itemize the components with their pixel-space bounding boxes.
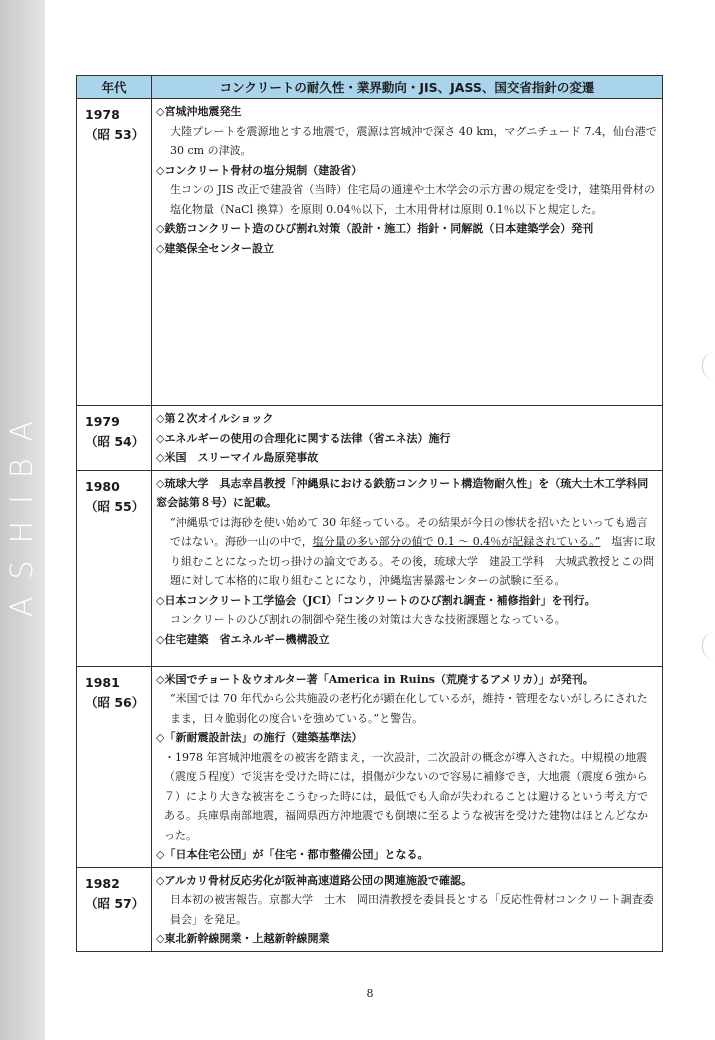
event-heading: ◇エネルギーの使用の合理化に関する法律（省エネ法）施行 — [156, 431, 451, 445]
event-heading: ◇米国 スリーマイル島原発事故 — [156, 451, 319, 464]
year-cell — [77, 99, 152, 406]
year: 1979 — [85, 414, 120, 429]
event-cell — [152, 666, 663, 867]
event-heading: ◇宮城沖地震発生 — [156, 105, 242, 118]
event-cell — [152, 406, 663, 471]
era: （昭 57） — [85, 895, 145, 911]
event-heading: ◇住宅建築 省エネルギー機構設立 — [156, 632, 330, 646]
table-row — [77, 470, 663, 666]
page-number: 8 — [366, 987, 374, 1000]
event-heading: ◇「日本住宅公団」が「住宅・都市整備公団」となる。 — [156, 848, 429, 861]
timeline-table — [76, 75, 663, 952]
description-text: 塩害に取り組むことになった切っ掛けの論文である。その後，琉球大学 建設工学科 大城武教授とこの問題に対して本格的に取り組むことになり，沖縄塩害暴露センターの試験に至る。 — [170, 535, 656, 587]
year-cell — [77, 666, 152, 867]
event-note: ・1978 年宮城沖地震をの被害を踏まえ，一次設計，二次設計の概念が導入された。中規模の地震（震度５程度）で災害を受けた時には，損傷が少ないので容易に補修でき，大地震（震度６強から７）により大きな被害をこうむった時には，最低でも人命が失われることは避けるという考え方である。兵庫県南部地震，福岡県西方沖地震でも倒壊に至るような被害を受けた建物はほとんどなかった。 — [164, 750, 648, 842]
event-heading: ◇「新耐震設計法」の施行（建築基準法） — [156, 731, 363, 744]
event-heading: ◇コンクリート骨材の塩分規制（建設省） — [156, 163, 363, 177]
year-cell — [77, 470, 152, 666]
table-row — [77, 99, 663, 406]
table-row — [77, 666, 663, 867]
event-heading: ◇東北新幹線開業・上越新幹線開業 — [156, 932, 330, 945]
header-year: 年代 — [77, 76, 152, 99]
binder-hole-mark — [702, 352, 715, 380]
event-description: “米国では 70 年代から公共施設の老朽化が顕在化しているが，維持・管理をないがしろにされたまま，日々脆弱化の度合いを強めている。”と警告。 — [170, 692, 648, 725]
event-cell — [152, 99, 663, 406]
event-description: 日本初の被害報告。京都大学 土木 岡田清教授を委員長とする「反応性骨材コンクリート調査委員会」を発足。 — [170, 893, 654, 926]
table-header-row — [77, 76, 663, 99]
era: （昭 56） — [85, 694, 145, 710]
side-label: ASHIBA — [5, 403, 41, 617]
event-heading: ◇日本コンクリート工学協会（JCI）「コンクリートのひび割れ調査・補修指針」を刊行。 — [156, 593, 596, 607]
year: 1981 — [85, 674, 120, 690]
era: （昭 55） — [85, 498, 145, 514]
era: （昭 53） — [85, 127, 145, 142]
event-description: コンクリートのひび割れの制御や発生後の対策は大きな技術課題となっている。 — [170, 613, 566, 626]
binder-hole-mark — [702, 632, 715, 660]
year: 1982 — [85, 875, 120, 891]
event-heading: ◇第２次オイルショック — [156, 412, 274, 425]
event-description: 大陸プレートを震源地とする地震で，震源は宮城沖で深さ 40 km，マグニチュード 7.4，仙台港で 30 cm の津波。 — [170, 124, 657, 157]
event-description — [156, 513, 658, 591]
year-cell — [77, 867, 152, 951]
event-heading: ◇琉球大学 具志幸昌教授「沖縄県における鉄筋コンクリート構造物耐久性」を（琉大土木工学科同窓会誌第８号）に記載。 — [156, 476, 649, 509]
header-topic: コンクリートの耐久性・業界動向・JIS、JASS、国交省指針の変遷 — [152, 76, 663, 99]
era: （昭 54） — [85, 434, 145, 449]
year: 1980 — [85, 478, 120, 494]
event-description: 生コンの JIS 改正で建設省（当時）住宅局の通達や土木学会の示方書の規定を受け，建築用骨材の塩化物量（NaCl 換算）を原則 0.04％以下，土木用骨材は原則 0.1％以下と規定した。 — [170, 183, 655, 216]
event-heading: ◇鉄筋コンクリート造のひび割れ対策（設計・施工）指針・同解説（日本建築学会）発刊 — [156, 222, 594, 235]
table-row — [77, 406, 663, 471]
event-heading: ◇米国でチョート＆ウオルター著「America in Ruins（荒廃するアメリカ）」が発刊。 — [156, 672, 594, 686]
event-cell — [152, 470, 663, 666]
quote-text: “沖縄県では海砂を使い始めて 30 年経っている。その結果が今日の惨状を招いたといっても過言ではない。海砂一山の中で， — [170, 515, 648, 548]
event-heading: ◇建築保全センター設立 — [156, 241, 275, 255]
event-cell — [152, 867, 663, 951]
table-row — [77, 867, 663, 951]
event-heading: ◇アルカリ骨材反応劣化が阪神高速道路公団の関連施設で確認。 — [156, 873, 473, 887]
year: 1978 — [85, 107, 120, 122]
underlined-quote: 塩分量の多い部分の値で 0.1 ～ 0.4％が記録されている。” — [312, 535, 601, 548]
year-cell — [77, 406, 152, 471]
